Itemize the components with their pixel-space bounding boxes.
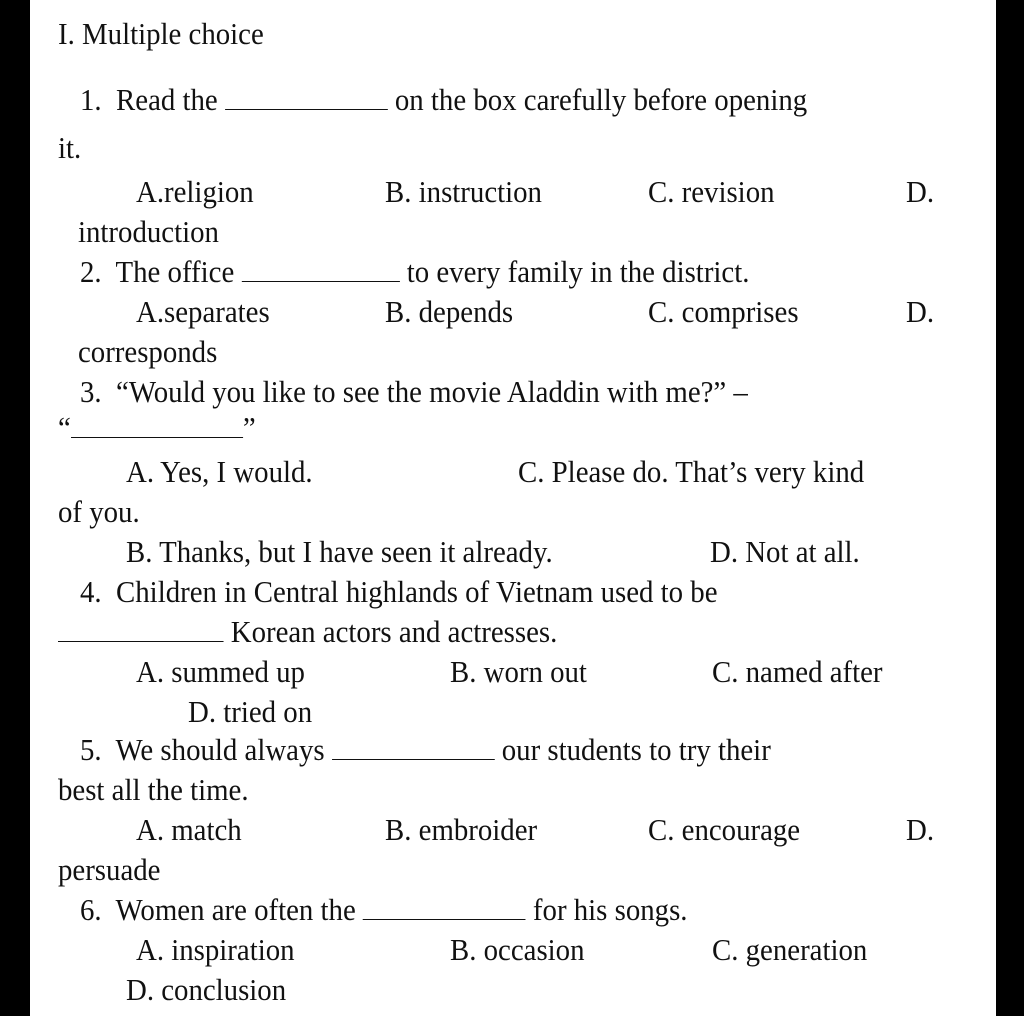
question-3-stem: 3. “Would you like to see the movie Aladdin with me?” –	[80, 372, 748, 412]
option-c[interactable]: C. named after	[712, 654, 883, 689]
option-d-label[interactable]: D.	[906, 294, 935, 329]
answer-blank[interactable]	[58, 640, 224, 642]
option-b[interactable]: B. worn out	[450, 654, 587, 689]
option-d-text[interactable]: introduction	[78, 214, 219, 249]
option-c[interactable]: C. revision	[648, 174, 775, 209]
question-6-stem: 6. Women are often the for his songs.	[80, 890, 687, 930]
option-d-text[interactable]: persuade	[58, 852, 161, 887]
option-d[interactable]: D. Not at all.	[710, 534, 860, 569]
question-4-stem: 4. Children in Central highlands of Vietnam used to be	[80, 572, 718, 612]
answer-blank[interactable]	[225, 108, 388, 110]
question-4-stem-wrap: Korean actors and actresses.	[58, 612, 557, 652]
answer-blank[interactable]	[363, 918, 526, 920]
worksheet-page	[30, 0, 996, 1016]
question-1-stem-wrap: it.	[58, 130, 82, 165]
question-number: 1.	[80, 82, 102, 117]
option-b[interactable]: B. occasion	[450, 932, 585, 967]
option-d[interactable]: D. tried on	[188, 694, 313, 729]
question-number: 3.	[80, 374, 102, 409]
option-a[interactable]: A.religion	[136, 174, 254, 209]
option-c[interactable]: C. generation	[712, 932, 868, 967]
answer-line: “ ”	[58, 410, 256, 445]
option-b[interactable]: B. depends	[385, 294, 514, 329]
option-c-wrap[interactable]: of you.	[58, 494, 140, 529]
option-a[interactable]: A. summed up	[136, 654, 305, 689]
option-d-label[interactable]: D.	[906, 812, 935, 847]
option-d[interactable]: D. conclusion	[126, 972, 287, 1007]
question-5-stem-wrap: best all the time.	[58, 772, 249, 807]
option-a[interactable]: A.separates	[136, 294, 270, 329]
option-c[interactable]: C. Please do. That’s very kind	[518, 454, 865, 489]
answer-blank[interactable]	[332, 758, 495, 760]
section-title: I. Multiple choice	[58, 16, 264, 51]
option-b[interactable]: B. embroider	[385, 812, 538, 847]
option-a[interactable]: A. Yes, I would.	[126, 454, 313, 489]
answer-blank[interactable]	[241, 280, 399, 282]
question-1-stem: 1. Read the on the box carefully before opening	[80, 80, 807, 120]
answer-blank[interactable]	[71, 436, 243, 438]
question-number: 5.	[80, 732, 102, 767]
option-a[interactable]: A. inspiration	[136, 932, 295, 967]
option-b[interactable]: B. instruction	[385, 174, 542, 209]
option-c[interactable]: C. encourage	[648, 812, 801, 847]
question-number: 6.	[80, 892, 102, 927]
question-2-stem: 2. The office to every family in the district.	[80, 252, 749, 292]
question-number: 2.	[80, 254, 102, 289]
question-number: 4.	[80, 574, 102, 609]
option-c[interactable]: C. comprises	[648, 294, 799, 329]
option-b[interactable]: B. Thanks, but I have seen it already.	[126, 534, 553, 569]
option-a[interactable]: A. match	[136, 812, 242, 847]
option-d-label[interactable]: D.	[906, 174, 935, 209]
option-d-text[interactable]: corresponds	[78, 334, 218, 369]
question-5-stem: 5. We should always our students to try their	[80, 730, 771, 770]
